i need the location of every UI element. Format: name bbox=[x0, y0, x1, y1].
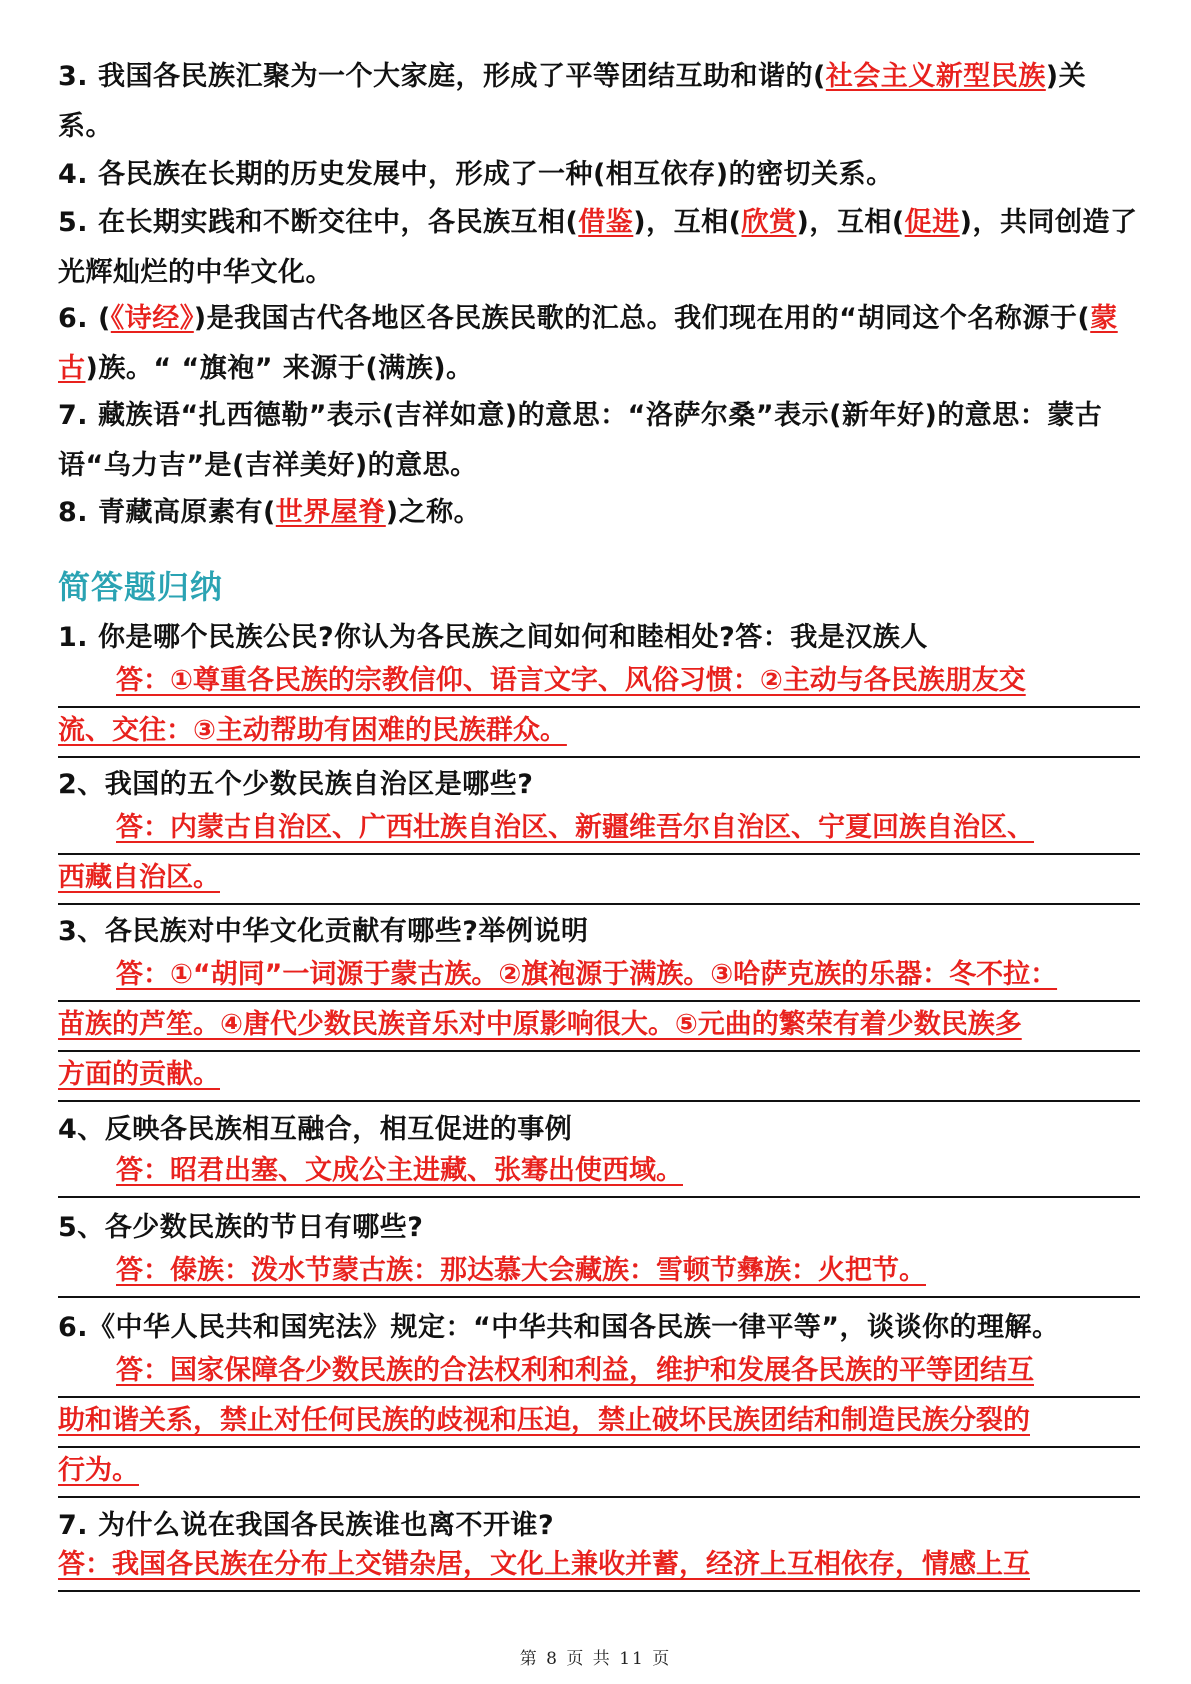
answer-line: 答：国家保障各少数民族的合法权利和利益，维护和发展各民族的平等团结互 bbox=[58, 1348, 1140, 1398]
fill-item-3 bbox=[58, 52, 1138, 152]
answer-line: 答：傣族：泼水节蒙古族：那达慕大会藏族：雪顿节彝族：火把节。 bbox=[58, 1248, 1140, 1298]
fill-text: )之称。 bbox=[385, 497, 482, 528]
fill-answer: 社会主义新型民族 bbox=[825, 61, 1046, 92]
fill-text: )关系。 bbox=[58, 61, 1087, 142]
fill-text: 7. 藏族语“扎西德勒”表示(吉祥如意)的意思：“洛萨尔桑”表示(新年好)的意思：蒙古语“乌力吉”是(吉祥美好)的意思。 bbox=[58, 400, 1103, 481]
question-4: 4、反映各民族相互融合，相互促进的事例 bbox=[58, 1114, 573, 1145]
answer-line: 助和谐关系，禁止对任何民族的歧视和压迫，禁止破坏民族团结和制造民族分裂的 bbox=[58, 1398, 1140, 1448]
answer-line: 答：我国各民族在分布上交错杂居，文化上兼收并蓄，经济上互相依存，情感上互 bbox=[58, 1542, 1140, 1592]
question-6: 6.《中华人民共和国宪法》规定：“中华共和国各民族一律平等”，谈谈你的理解。 bbox=[58, 1312, 1060, 1343]
answer-line: 答：内蒙古自治区、广西壮族自治区、新疆维吾尔自治区、宁夏回族自治区、 bbox=[58, 805, 1140, 855]
answer-line: 流、交往：③主动帮助有困难的民族群众。 bbox=[58, 708, 1140, 758]
fill-item-4 bbox=[58, 150, 1138, 200]
answer-line: 西藏自治区。 bbox=[58, 855, 1140, 905]
fill-text: )，共同创造了光辉灿烂的中华文化。 bbox=[58, 207, 1138, 288]
answer-line: 答：①尊重各民族的宗教信仰、语言文字、风俗习惯：②主动与各民族朋友交 bbox=[58, 658, 1140, 708]
question-5: 5、各少数民族的节日有哪些? bbox=[58, 1212, 424, 1243]
answer-4 bbox=[58, 1148, 1140, 1198]
fill-item-7 bbox=[58, 391, 1138, 491]
fill-item-8 bbox=[58, 488, 1138, 538]
fill-text: 3. 我国各民族汇聚为一个大家庭，形成了平等团结互助和谐的( bbox=[58, 61, 826, 92]
fill-answer: 促进 bbox=[904, 207, 960, 238]
answer-7 bbox=[58, 1542, 1140, 1592]
fill-text: 6. ( bbox=[58, 303, 111, 334]
fill-text: )，互相( bbox=[633, 207, 742, 238]
fill-answer: 借鉴 bbox=[578, 207, 634, 238]
question-7: 7. 为什么说在我国各民族谁也离不开谁? bbox=[58, 1510, 555, 1541]
section-heading: 简答题归纳 bbox=[58, 568, 224, 606]
fill-answer: 《诗经》 bbox=[110, 303, 194, 334]
fill-text: 4. 各民族在长期的历史发展中，形成了一种(相互依存)的密切关系。 bbox=[58, 159, 894, 190]
question-2: 2、我国的五个少数民族自治区是哪些? bbox=[58, 769, 534, 800]
fill-text: 5. 在长期实践和不断交往中，各民族互相( bbox=[58, 207, 579, 238]
fill-item-6 bbox=[58, 294, 1138, 394]
answer-line: 苗族的芦笙。④唐代少数民族音乐对中原影响很大。⑤元曲的繁荣有着少数民族多 bbox=[58, 1002, 1140, 1052]
fill-text: 8. 青藏高原素有( bbox=[58, 497, 276, 528]
answer-line: 方面的贡献。 bbox=[58, 1052, 1140, 1102]
answer-6 bbox=[58, 1348, 1140, 1498]
fill-answer: 世界屋脊 bbox=[275, 497, 386, 528]
fill-text: )族。“ “旗袍” 来源于(满族)。 bbox=[85, 353, 474, 384]
answer-2 bbox=[58, 805, 1140, 905]
fill-answer: 蒙古 bbox=[58, 303, 1118, 384]
question-1: 1. 你是哪个民族公民?你认为各民族之间如何和睦相处?答：我是汉族人 bbox=[58, 622, 928, 653]
answer-1 bbox=[58, 658, 1140, 758]
answer-5 bbox=[58, 1248, 1140, 1298]
page-number: 第 8 页 共 11 页 bbox=[519, 1649, 672, 1669]
answer-line: 答：①“胡同”一词源于蒙古族。②旗袍源于满族。③哈萨克族的乐器：冬不拉： bbox=[58, 952, 1140, 1002]
fill-item-5 bbox=[58, 198, 1138, 298]
answer-line: 答：昭君出塞、文成公主进藏、张骞出使西域。 bbox=[58, 1148, 1140, 1198]
fill-text: )是我国古代各地区各民族民歌的汇总。我们现在用的“胡同这个名称源于( bbox=[193, 303, 1091, 334]
fill-answer: 欣赏 bbox=[741, 207, 797, 238]
answer-line: 行为。 bbox=[58, 1448, 1140, 1498]
question-3: 3、各民族对中华文化贡献有哪些?举例说明 bbox=[58, 916, 589, 947]
fill-text: )，互相( bbox=[796, 207, 905, 238]
answer-3 bbox=[58, 952, 1140, 1102]
